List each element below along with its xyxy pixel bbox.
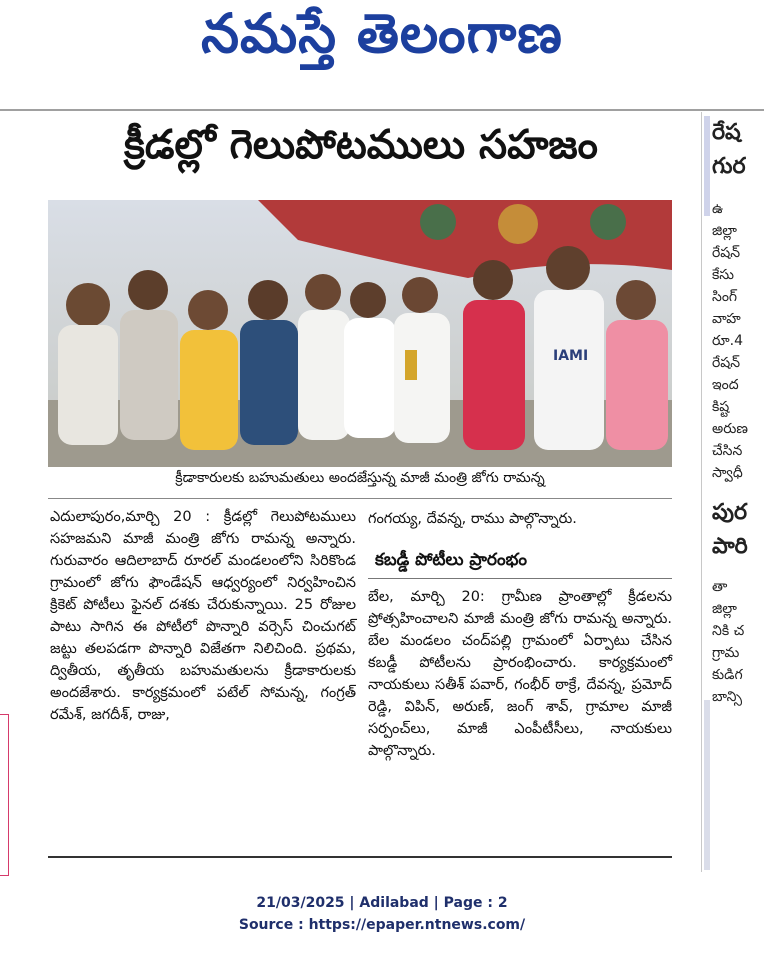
photo-caption: క్రీడాకారులకు బహుమతులు అందజేస్తున్న మాజీ మంత్రి జోగు రామన్న (175, 470, 545, 486)
page-footer (0, 892, 764, 936)
side-line: రూ.4 (712, 333, 744, 349)
side-line: గ్రామ (712, 645, 740, 661)
side-line: రేషన్ (712, 355, 741, 371)
article-headline: క్రీడల్లో గెలుపోటములు సహజం (124, 122, 598, 168)
side-line: రేషన్ (712, 245, 741, 261)
second-article-headline: కబడ్డీ పోటీలు ప్రారంభం (375, 550, 528, 570)
column-divider (701, 112, 702, 872)
side-line: వాహ (712, 311, 741, 327)
side-line: అరుణ (712, 421, 748, 437)
footer-source-link[interactable]: Source : https://epaper.ntnews.com/ (238, 917, 526, 933)
side-line: చేసిన (712, 443, 743, 459)
article-photo (48, 200, 672, 467)
side-line: స్వాధీ (712, 465, 743, 481)
newspaper-title: నమస్తే తెలంగాణ (201, 2, 563, 65)
footer-date-edition: 21/03/2025 | Adilabad | Page : 2 (256, 895, 508, 911)
side-headline-1b: గుర (712, 154, 746, 179)
article-body-left: ఎదులాపురం,మార్చి 20 : క్రీడల్లో గెలుపోటములు సహజమని మాజీ మంత్రి జోగు రామన్న అన్నారు. గురువారం ఆదిలాబాద్ రూరల్ మండలంలోని సిరికొండ గ్రామంలో జోగు ఫౌండేషన్ ఆధ్వర్యంలో నిర్వహించిన క్రికెట్ పోటీలు ఫైనల్ దశకు చేరుకున్నాయి. 25 రోజుల పాటు సాగిన ఈ పోటీలో పొన్నారి వర్సెస్ చించుగట్ జట్టు తలపడగా పొన్నారి విజేతగా నిలిచింది. ప్రథమ, ద్వితీయ, తృతీయ బహుమతులను క్రీడాకారులకు అందజేశారు. కార్యక్రమంలో పటేల్ సోమన్న, గంగ్రత్ రమేశ్, జగదీశ్, రాజు, (50, 509, 356, 723)
side-line: జిల్లా (712, 223, 737, 239)
side-line: తా (712, 579, 728, 595)
side-column-accent-2 (704, 700, 710, 870)
bottom-rule (48, 856, 672, 858)
adjacent-column (712, 116, 764, 876)
side-line: నికి చ (712, 623, 745, 639)
next-article-strip (48, 860, 672, 874)
side-line: కిష్ట (712, 399, 730, 415)
subhead-rule (368, 578, 672, 579)
article-body-continued: గంగయ్య, దేవన్న, రాము పాల్గొన్నారు. (368, 511, 577, 527)
second-article-body: బేల, మార్చి 20: గ్రామీణ ప్రాంతాల్లో క్రీడలను ప్రోత్సహించాలని మాజీ మంత్రి జోగు రామన్న అన్నారు. బేల మండలం చంద్‌పల్లి గ్రామంలో ఏర్పాటు చేసిన కబడ్డీ పోటీలను ప్రారంభించారు. కార్యక్రమంలో నాయకులు సతీశ్ పవార్, గంభీర్ ఠాక్రే, దేవన్న, ప్రమోద్ రెడ్డి, విపిన్, అరుణ్, జంగ్ శావ్, గ్రామాల మాజీ సర్పంచ్‌లు, మాజీ ఎంపీటీసీలు, నాయకులు పాల్గొన్నారు. (368, 589, 672, 759)
side-headline-2b: పారి (712, 534, 748, 559)
side-line: కుడిగ (712, 667, 743, 683)
side-headline-2: పుర (712, 500, 748, 525)
side-line: ఉ (712, 201, 724, 217)
masthead (0, 0, 764, 108)
side-line: సింగ్ (712, 289, 738, 305)
caption-rule (48, 498, 672, 499)
side-line: ఇంద (712, 377, 739, 393)
svg-text:IAMI: IAMI (553, 348, 589, 364)
side-line: బాన్సి (712, 689, 743, 705)
masthead-rule (0, 109, 764, 111)
left-edge-frame (0, 714, 9, 876)
side-line: కేసు (712, 267, 734, 283)
side-line: జిల్లా (712, 601, 737, 617)
side-column-accent (704, 116, 710, 216)
side-headline-1: రేష (712, 120, 741, 145)
